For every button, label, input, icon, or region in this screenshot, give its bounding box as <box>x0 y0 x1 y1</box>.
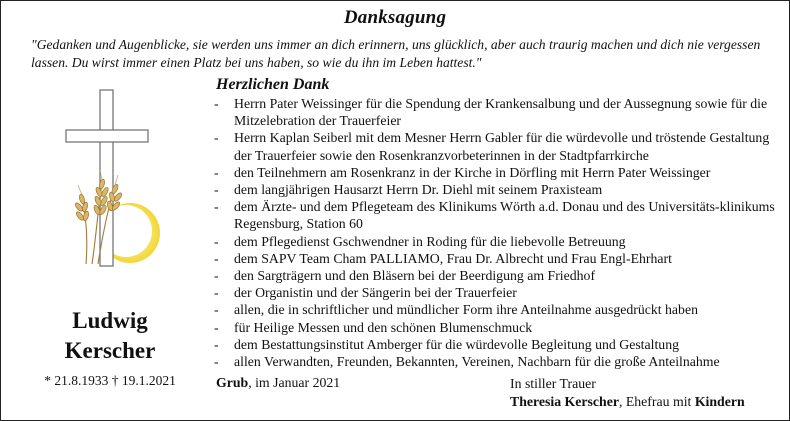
bullet-dash: - <box>214 164 219 180</box>
list-item-text: den Sargträgern und den Bläsern bei der Beerdigung am Friedhof <box>234 268 596 284</box>
bullet-dash: - <box>214 268 219 284</box>
bullet-dash: - <box>214 233 219 249</box>
list-item-text: den Teilnehmern am Rosenkranz in der Kirche in Dörfling mit Herrn Pater Weissinger <box>234 164 711 180</box>
list-item-text: Herrn Pater Weissinger für die Spendung der Krankensalbung und der Aussegnung sowie für die Mitzelebration der Trauerfeier <box>234 96 768 129</box>
bullet-dash: - <box>214 336 219 352</box>
notice-title: Danksagung <box>343 7 447 28</box>
children-label: Kindern <box>694 394 745 409</box>
bullet-dash: - <box>214 96 219 111</box>
list-item-text: der Organistin und der Sängerin bei der Trauerfeier <box>234 285 517 301</box>
list-item-text: Herrn Kaplan Seiberl mit dem Mesner Herrn Gabler für die würdevolle und tröstende Gestaltung der Trauerfeier sowie den Rosenkranzvorbeterinnen in der Stadtpfarrkirche <box>234 130 770 163</box>
bullet-dash: - <box>214 354 219 370</box>
thanks-list <box>212 95 777 370</box>
mourning-line: In stiller Trauer <box>510 376 596 391</box>
bullet-dash: - <box>214 182 219 198</box>
list-item-text: allen Verwandten, Freunden, Bekannten, Vereinen, Nachbarn für die große Anteilnahme <box>234 354 720 370</box>
list-item-text: dem langjährigen Hausarzt Herrn Dr. Diehl mit seinem Praxisteam <box>234 182 603 198</box>
list-item <box>212 250 777 267</box>
list-item <box>212 198 777 232</box>
bullet-dash: - <box>214 302 219 318</box>
thanks-heading: Herzlichen Dank <box>216 76 330 93</box>
list-item <box>212 233 777 250</box>
mourner-names <box>510 393 745 411</box>
list-item-text: allen, die in schriftlicher und mündlicher Form ihre Anteilnahme ausgedrückt haben <box>234 302 698 318</box>
list-item-text: dem Bestattungsinstitut Amberger für die würdevolle Begleitung und Gestaltung <box>234 336 680 352</box>
list-item <box>212 129 777 163</box>
bullet-dash: - <box>214 130 219 146</box>
cross-with-wheat-image <box>62 88 172 268</box>
list-item-text: dem Pflegedienst Gschwendner in Roding für die liebevolle Betreuung <box>234 233 626 249</box>
bullet-dash: - <box>214 285 219 301</box>
list-item <box>212 301 777 318</box>
memorial-quote: "Gedanken und Augenblicke, sie werden uns immer an dich erinnern, uns glücklich, aber auch traurig machen und dich nie vergessen lassen. Du wirst immer einen Platz bei uns haben, so wie du ihn im Leben hattest." <box>31 37 761 70</box>
list-item-text: für Heilige Messen und den schönen Blumenschmuck <box>234 319 533 335</box>
list-item <box>212 181 777 198</box>
deceased-last-name: Kerscher <box>64 338 156 363</box>
list-item-text: dem Ärzte- und dem Pflegeteam des Klinikums Wörth a.d. Donau und des Universitäts-klinikums Regensburg, Station 60 <box>234 199 775 232</box>
date-text: , im Januar 2021 <box>248 375 341 390</box>
place-date <box>216 375 340 391</box>
list-item <box>212 164 777 181</box>
list-item-text: dem SAPV Team Cham PALLIAMO, Frau Dr. Albrecht und Frau Engl-Ehrhart <box>234 250 672 266</box>
list-item <box>212 95 777 129</box>
cross-icon <box>62 88 172 268</box>
list-item <box>212 353 777 370</box>
widow-name: Theresia Kerscher <box>510 394 619 409</box>
bullet-dash: - <box>214 319 219 335</box>
list-item <box>212 284 777 301</box>
place-name: Grub <box>216 375 249 390</box>
life-dates: * 21.8.1933 † 19.1.2021 <box>44 373 176 388</box>
bullet-dash: - <box>214 250 219 266</box>
deceased-name <box>30 306 190 366</box>
mourners <box>510 375 745 411</box>
list-item <box>212 336 777 353</box>
bullet-dash: - <box>214 199 219 215</box>
list-item <box>212 319 777 336</box>
deceased-first-name: Ludwig <box>72 308 148 333</box>
list-item <box>212 267 777 284</box>
widow-relation: , Ehefrau mit <box>618 394 695 409</box>
